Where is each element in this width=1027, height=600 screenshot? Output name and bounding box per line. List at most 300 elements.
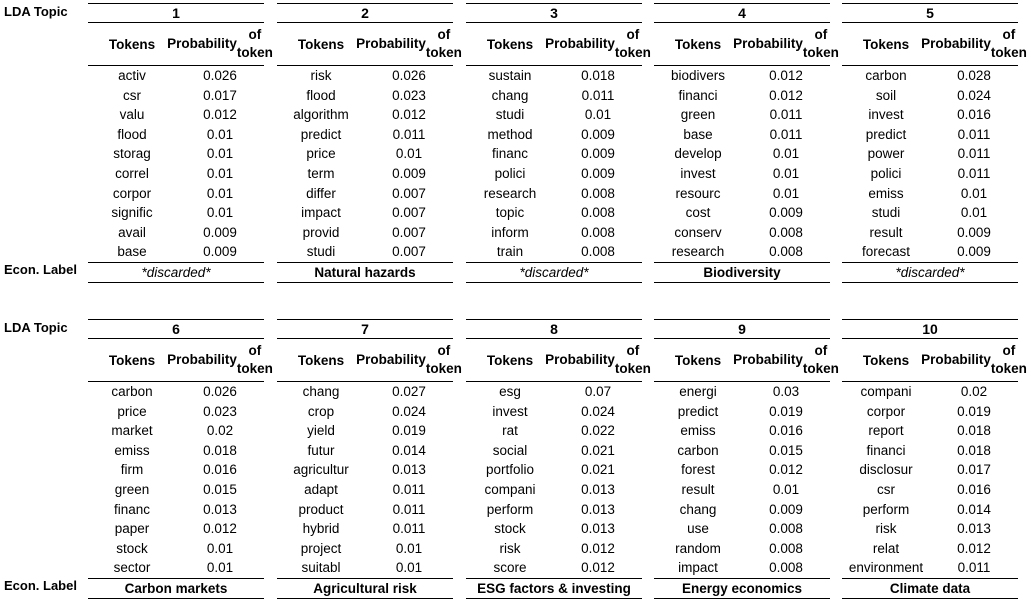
token-cell: provid	[302, 224, 340, 240]
token-rows	[277, 382, 453, 578]
probability-cell: 0.009	[957, 224, 991, 240]
token-cell: sector	[113, 560, 151, 576]
token-rows	[466, 66, 642, 262]
probability-cell: 0.01	[584, 107, 612, 123]
probability-cell: 0.007	[392, 185, 426, 201]
tokens-header: Tokens	[297, 36, 345, 52]
token-cell: invest	[492, 403, 528, 419]
probability-cell: 0.01	[206, 126, 234, 142]
token-cell: market	[111, 423, 153, 439]
table-row	[654, 421, 830, 441]
table-row	[466, 105, 642, 125]
probability-cell: 0.07	[584, 384, 612, 399]
topic-number: 10	[842, 319, 1018, 339]
probability-cell: 0.009	[769, 205, 803, 221]
table-row	[466, 480, 642, 500]
probability-cell: 0.012	[769, 68, 803, 83]
econ-label: Agricultural risk	[277, 578, 453, 599]
probability-header-line1: Probability	[733, 36, 803, 51]
table-row	[466, 402, 642, 422]
probability-cell: 0.014	[957, 501, 991, 517]
table-row	[842, 242, 1018, 262]
table-row	[842, 500, 1018, 520]
probability-cell: 0.008	[581, 185, 615, 201]
probability-cell: 0.02	[206, 423, 234, 439]
token-cell: compani	[860, 384, 912, 399]
table-row	[277, 223, 453, 243]
probability-cell: 0.01	[206, 205, 234, 221]
table-row	[277, 125, 453, 145]
table-row	[842, 86, 1018, 106]
probability-header	[356, 23, 462, 65]
probability-cell: 0.013	[581, 521, 615, 537]
table-row	[466, 144, 642, 164]
tokens-header: Tokens	[108, 36, 156, 52]
token-cell: algorithm	[293, 107, 349, 123]
token-cell: emiss	[114, 442, 150, 458]
probability-cell: 0.013	[581, 481, 615, 497]
token-cell: result	[869, 224, 903, 240]
table-row	[842, 421, 1018, 441]
probability-cell: 0.008	[769, 244, 803, 260]
probability-cell: 0.012	[769, 87, 803, 103]
probability-cell: 0.015	[769, 442, 803, 458]
probability-cell: 0.011	[769, 107, 803, 123]
row-label-lda-topic-2: LDA Topic	[4, 320, 68, 335]
probability-cell: 0.008	[769, 224, 803, 240]
probability-cell: 0.017	[203, 87, 237, 103]
token-cell: financi	[866, 442, 906, 458]
table-row	[654, 203, 830, 223]
token-cell: resourc	[675, 185, 721, 201]
table-row	[842, 223, 1018, 243]
table-row	[88, 519, 264, 539]
topic-table-7	[277, 319, 462, 599]
table-row	[654, 242, 830, 262]
token-cell: impact	[678, 560, 718, 576]
table-row	[842, 105, 1018, 125]
table-row	[88, 223, 264, 243]
token-cell: valu	[119, 107, 145, 123]
token-cell: base	[117, 244, 147, 260]
probability-header-line2: of token	[236, 343, 273, 376]
table-row	[466, 223, 642, 243]
probability-header	[167, 339, 273, 381]
table-row	[277, 164, 453, 184]
table-row	[88, 402, 264, 422]
table-row	[842, 441, 1018, 461]
token-cell: firm	[120, 462, 144, 478]
probability-cell: 0.012	[203, 521, 237, 537]
table-row	[842, 539, 1018, 559]
token-cell: impact	[301, 205, 341, 221]
table-row	[842, 203, 1018, 223]
probability-header-line2: of token	[425, 27, 462, 60]
probability-cell: 0.026	[203, 384, 237, 399]
token-cell: research	[671, 244, 725, 260]
token-cell: environment	[848, 560, 924, 576]
probability-cell: 0.007	[392, 224, 426, 240]
table-row	[654, 105, 830, 125]
token-cell: portfolio	[485, 462, 535, 478]
probability-header	[733, 339, 839, 381]
topic-number: 1	[88, 3, 264, 23]
probability-cell: 0.018	[957, 423, 991, 439]
token-cell: paper	[114, 521, 150, 537]
token-rows	[277, 66, 453, 262]
table-row	[88, 184, 264, 204]
token-cell: use	[687, 521, 709, 537]
table-row	[466, 125, 642, 145]
token-cell: project	[300, 540, 342, 556]
topic-number: 2	[277, 3, 453, 23]
probability-header-line1: Probability	[356, 352, 426, 367]
probability-cell: 0.01	[206, 540, 234, 556]
econ-label: *discarded*	[466, 262, 642, 283]
table-row	[88, 441, 264, 461]
token-cell: crop	[307, 403, 335, 419]
probability-cell: 0.019	[392, 423, 426, 439]
probability-header-line2: of token	[425, 343, 462, 376]
token-cell: chang	[302, 384, 340, 399]
probability-header-line2: of token	[614, 27, 651, 60]
probability-cell: 0.011	[581, 87, 615, 103]
table-row	[88, 558, 264, 578]
token-rows	[654, 66, 830, 262]
probability-cell: 0.01	[960, 185, 988, 201]
token-rows	[842, 382, 1018, 578]
probability-cell: 0.008	[581, 205, 615, 221]
table-row	[654, 402, 830, 422]
token-cell: score	[493, 560, 527, 576]
table-row	[654, 223, 830, 243]
token-cell: carbon	[677, 442, 719, 458]
probability-cell: 0.008	[769, 521, 803, 537]
probability-header-line1: Probability	[921, 352, 991, 367]
table-row	[842, 184, 1018, 204]
column-headers	[88, 339, 273, 382]
probability-cell: 0.021	[581, 442, 615, 458]
token-cell: predict	[677, 403, 719, 419]
token-cell: social	[492, 442, 528, 458]
table-row	[842, 558, 1018, 578]
row-label-econ-label-1: Econ. Label	[4, 262, 77, 277]
probability-cell: 0.008	[769, 540, 803, 556]
table-row	[654, 539, 830, 559]
table-row	[277, 203, 453, 223]
probability-cell: 0.016	[769, 423, 803, 439]
topic-number: 9	[654, 319, 830, 339]
token-cell: predict	[865, 126, 907, 142]
econ-label: *discarded*	[88, 262, 264, 283]
table-row	[466, 441, 642, 461]
econ-label: Biodiversity	[654, 262, 830, 283]
table-row	[466, 184, 642, 204]
probability-cell: 0.013	[957, 521, 991, 537]
probability-header-line1: Probability	[733, 352, 803, 367]
probability-cell: 0.014	[392, 442, 426, 458]
token-cell: perform	[862, 501, 910, 517]
probability-cell: 0.01	[960, 205, 988, 221]
token-cell: price	[117, 403, 147, 419]
token-cell: invest	[680, 165, 716, 181]
token-cell: carbon	[865, 68, 907, 83]
probability-cell: 0.009	[581, 146, 615, 162]
topic-table-8	[466, 319, 651, 599]
tokens-header: Tokens	[674, 36, 722, 52]
column-headers	[466, 339, 651, 382]
probability-cell: 0.011	[957, 126, 991, 142]
probability-header-line1: Probability	[545, 352, 615, 367]
probability-cell: 0.027	[392, 384, 426, 399]
table-row	[654, 164, 830, 184]
token-cell: price	[306, 146, 336, 162]
token-cell: hybrid	[302, 521, 340, 537]
table-row	[88, 242, 264, 262]
token-cell: emiss	[868, 185, 904, 201]
token-cell: compani	[484, 481, 536, 497]
column-headers	[88, 23, 273, 66]
token-cell: studi	[306, 244, 336, 260]
token-cell: yield	[307, 423, 335, 439]
table-row	[842, 480, 1018, 500]
table-row	[842, 402, 1018, 422]
probability-header	[545, 23, 651, 65]
token-cell: disclosur	[859, 462, 913, 478]
token-cell: corpor	[866, 403, 906, 419]
table-row	[466, 86, 642, 106]
table-row	[842, 66, 1018, 86]
token-cell: financi	[678, 87, 718, 103]
tokens-header: Tokens	[297, 352, 345, 368]
token-cell: chang	[679, 501, 717, 517]
probability-cell: 0.024	[392, 403, 426, 419]
topic-table-6	[88, 319, 273, 599]
token-cell: correl	[115, 165, 149, 181]
token-cell: energi	[679, 384, 717, 399]
probability-cell: 0.01	[206, 560, 234, 576]
probability-cell: 0.009	[203, 244, 237, 260]
table-row	[654, 125, 830, 145]
probability-cell: 0.009	[581, 126, 615, 142]
token-cell: train	[496, 244, 524, 260]
token-cell: report	[868, 423, 904, 439]
table-row	[277, 460, 453, 480]
probability-cell: 0.024	[581, 403, 615, 419]
topic-table-9	[654, 319, 839, 599]
token-cell: risk	[310, 68, 332, 83]
probability-header-line2: of token	[802, 343, 839, 376]
token-cell: studi	[495, 107, 525, 123]
token-cell: power	[867, 146, 905, 162]
table-row	[654, 382, 830, 402]
table-row	[277, 558, 453, 578]
token-rows	[842, 66, 1018, 262]
table-row	[277, 402, 453, 422]
token-cell: flood	[306, 87, 336, 103]
topic-table-1	[88, 3, 273, 283]
topic-number: 4	[654, 3, 830, 23]
token-cell: conserv	[674, 224, 722, 240]
table-row	[466, 460, 642, 480]
probability-cell: 0.011	[392, 481, 426, 497]
topic-number: 6	[88, 319, 264, 339]
probability-cell: 0.013	[392, 462, 426, 478]
probability-cell: 0.026	[203, 68, 237, 83]
probability-cell: 0.009	[581, 165, 615, 181]
probability-cell: 0.01	[395, 540, 423, 556]
topic-table-3	[466, 3, 651, 283]
probability-cell: 0.008	[581, 244, 615, 260]
probability-cell: 0.012	[769, 462, 803, 478]
token-cell: biodivers	[670, 68, 726, 83]
token-cell: perform	[486, 501, 534, 517]
table-row	[654, 460, 830, 480]
table-row	[466, 539, 642, 559]
token-cell: result	[681, 481, 715, 497]
table-row	[88, 86, 264, 106]
table-row	[88, 105, 264, 125]
token-rows	[88, 382, 264, 578]
probability-cell: 0.019	[957, 403, 991, 419]
table-row	[88, 460, 264, 480]
table-row	[277, 86, 453, 106]
probability-cell: 0.011	[957, 560, 991, 576]
econ-label: Climate data	[842, 578, 1018, 599]
probability-cell: 0.012	[581, 560, 615, 576]
token-cell: soil	[875, 87, 897, 103]
table-row	[88, 480, 264, 500]
table-row	[466, 66, 642, 86]
token-cell: product	[298, 501, 344, 517]
topic-number: 3	[466, 3, 642, 23]
row-label-lda-topic-1: LDA Topic	[4, 4, 68, 19]
column-headers	[842, 339, 1027, 382]
probability-header	[921, 339, 1027, 381]
table-row	[277, 242, 453, 262]
probability-cell: 0.016	[957, 107, 991, 123]
probability-cell: 0.019	[769, 403, 803, 419]
tokens-header: Tokens	[486, 36, 534, 52]
table-row	[88, 125, 264, 145]
token-cell: term	[307, 165, 335, 181]
probability-cell: 0.011	[392, 126, 426, 142]
table-row	[466, 164, 642, 184]
econ-label: Carbon markets	[88, 578, 264, 599]
table-row	[277, 382, 453, 402]
tokens-header: Tokens	[486, 352, 534, 368]
econ-label: ESG factors & investing	[466, 578, 642, 599]
probability-header	[733, 23, 839, 65]
econ-label: *discarded*	[842, 262, 1018, 283]
table-row	[842, 519, 1018, 539]
probability-header-line1: Probability	[921, 36, 991, 51]
probability-cell: 0.023	[203, 403, 237, 419]
probability-cell: 0.01	[206, 165, 234, 181]
probability-cell: 0.009	[203, 224, 237, 240]
row-label-econ-label-2: Econ. Label	[4, 578, 77, 593]
token-cell: financ	[491, 146, 529, 162]
econ-label: Natural hazards	[277, 262, 453, 283]
probability-cell: 0.018	[581, 68, 615, 83]
probability-cell: 0.023	[392, 87, 426, 103]
token-cell: activ	[118, 68, 146, 83]
token-cell: flood	[117, 126, 147, 142]
topic-table-2	[277, 3, 462, 283]
column-headers	[842, 23, 1027, 66]
probability-header-line2: of token	[990, 343, 1027, 376]
probability-cell: 0.02	[960, 384, 988, 399]
table-row	[88, 66, 264, 86]
probability-cell: 0.01	[772, 146, 800, 162]
token-rows	[466, 382, 642, 578]
token-cell: studi	[871, 205, 901, 221]
token-rows	[654, 382, 830, 578]
token-cell: sustain	[488, 68, 532, 83]
column-headers	[654, 23, 839, 66]
probability-header-line1: Probability	[356, 36, 426, 51]
probability-cell: 0.009	[769, 501, 803, 517]
probability-cell: 0.01	[772, 185, 800, 201]
probability-cell: 0.024	[957, 87, 991, 103]
probability-cell: 0.01	[206, 146, 234, 162]
probability-header	[356, 339, 462, 381]
token-cell: research	[483, 185, 537, 201]
table-row	[466, 382, 642, 402]
table-row	[466, 519, 642, 539]
token-cell: topic	[495, 205, 525, 221]
probability-cell: 0.012	[392, 107, 426, 123]
token-cell: rat	[502, 423, 518, 439]
probability-header	[921, 23, 1027, 65]
probability-cell: 0.007	[392, 205, 426, 221]
probability-cell: 0.028	[957, 68, 991, 83]
probability-cell: 0.009	[392, 165, 426, 181]
token-cell: differ	[306, 185, 336, 201]
table-row	[88, 500, 264, 520]
token-cell: forecast	[861, 244, 911, 260]
token-cell: develop	[674, 146, 722, 162]
token-cell: futur	[307, 442, 335, 458]
probability-cell: 0.012	[203, 107, 237, 123]
token-cell: predict	[300, 126, 342, 142]
topic-number: 5	[842, 3, 1018, 23]
probability-cell: 0.012	[957, 540, 991, 556]
topic-table-10	[842, 319, 1027, 599]
token-rows	[88, 66, 264, 262]
table-row	[654, 66, 830, 86]
probability-cell: 0.026	[392, 68, 426, 83]
token-cell: polici	[494, 165, 526, 181]
probability-cell: 0.01	[395, 146, 423, 162]
probability-header-line1: Probability	[545, 36, 615, 51]
table-row	[842, 125, 1018, 145]
column-headers	[277, 339, 462, 382]
table-row	[277, 539, 453, 559]
probability-cell: 0.008	[581, 224, 615, 240]
token-cell: storag	[113, 146, 151, 162]
probability-cell: 0.01	[772, 165, 800, 181]
probability-cell: 0.01	[395, 560, 423, 576]
token-cell: risk	[875, 521, 897, 537]
token-cell: risk	[499, 540, 521, 556]
token-cell: corpor	[112, 185, 152, 201]
probability-cell: 0.018	[957, 442, 991, 458]
probability-cell: 0.012	[581, 540, 615, 556]
table-row	[466, 558, 642, 578]
table-row	[842, 144, 1018, 164]
table-row	[277, 480, 453, 500]
